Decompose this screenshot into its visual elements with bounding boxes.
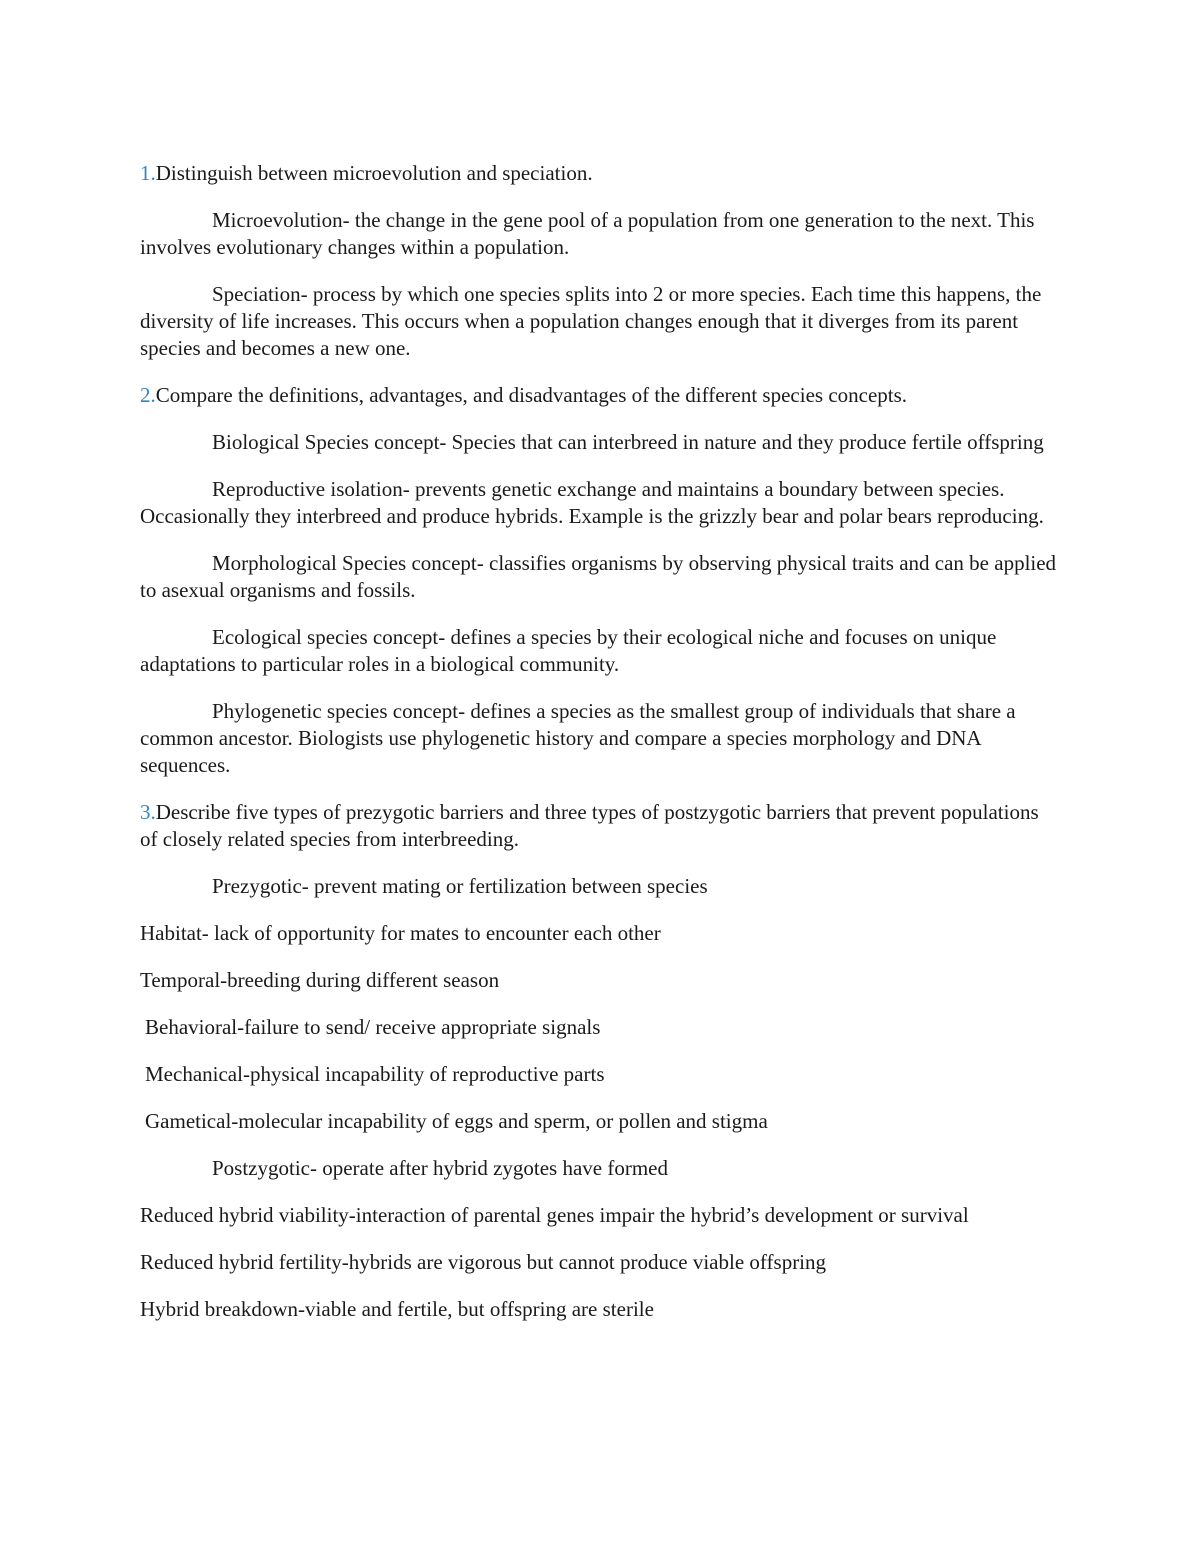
- list-item-mechanical: Mechanical-physical incapability of reproductive parts: [145, 1062, 605, 1086]
- list-item-hybrid-breakdown: Hybrid breakdown-viable and fertile, but offspring are sterile: [140, 1297, 654, 1321]
- question-2: [140, 382, 1060, 409]
- paragraph-postzygotic: Postzygotic- operate after hybrid zygotes have formed: [212, 1156, 669, 1180]
- list-item-habitat: Habitat- lack of opportunity for mates to encounter each other: [140, 921, 661, 945]
- paragraph-morphological-species: Morphological Species concept- classifies organisms by observing physical traits and can be applied to asexual organisms and fossils.: [140, 551, 1057, 602]
- list-item-gametical: Gametical-molecular incapability of eggs and sperm, or pollen and stigma: [145, 1109, 768, 1133]
- list-item-temporal: Temporal-breeding during different season: [140, 968, 500, 992]
- paragraph-speciation: Speciation- process by which one species splits into 2 or more species. Each time this happens, the diversity of life increases. This occurs when a population changes enough that it diverges from its parent species and becomes a new one.: [140, 282, 1042, 360]
- paragraph-biological-species: Biological Species concept- Species that can interbreed in nature and they produce fertile offspring: [212, 430, 1044, 454]
- paragraph-ecological-species: Ecological species concept- defines a species by their ecological niche and focuses on unique adaptations to particular roles in a biological community.: [140, 625, 997, 676]
- document-body: [140, 160, 1060, 1343]
- paragraph-reproductive-isolation: Reproductive isolation- prevents genetic exchange and maintains a boundary between species. Occasionally they interbreed and produce hybrids. Example is the grizzly bear and polar bears reproducing.: [140, 477, 1044, 528]
- question-text: Distinguish between microevolution and speciation.: [155, 161, 593, 185]
- question-text: Compare the definitions, advantages, and disadvantages of the different species concepts.: [155, 383, 908, 407]
- question-number: 2.: [140, 383, 156, 407]
- paragraph-prezygotic: Prezygotic- prevent mating or fertilization between species: [212, 874, 708, 898]
- question-3: [140, 799, 1060, 853]
- list-item-reduced-viability: Reduced hybrid viability-interaction of parental genes impair the hybrid’s development or survival: [140, 1203, 969, 1227]
- question-text: Describe five types of prezygotic barriers and three types of postzygotic barriers that prevent populations of closely related species from interbreeding.: [140, 800, 1039, 851]
- question-number: 3.: [140, 800, 156, 824]
- list-item-reduced-fertility: Reduced hybrid fertility-hybrids are vigorous but cannot produce viable offspring: [140, 1250, 827, 1274]
- question-1: [140, 160, 1060, 187]
- paragraph-microevolution: Microevolution- the change in the gene pool of a population from one generation to the next. This involves evolutionary changes within a population.: [140, 208, 1035, 259]
- paragraph-phylogenetic-species: Phylogenetic species concept- defines a species as the smallest group of individuals that share a common ancestor. Biologists use phylogenetic history and compare a species morphology and DNA sequences.: [140, 699, 1016, 777]
- question-number: 1.: [140, 161, 156, 185]
- list-item-behavioral: Behavioral-failure to send/ receive appropriate signals: [145, 1015, 601, 1039]
